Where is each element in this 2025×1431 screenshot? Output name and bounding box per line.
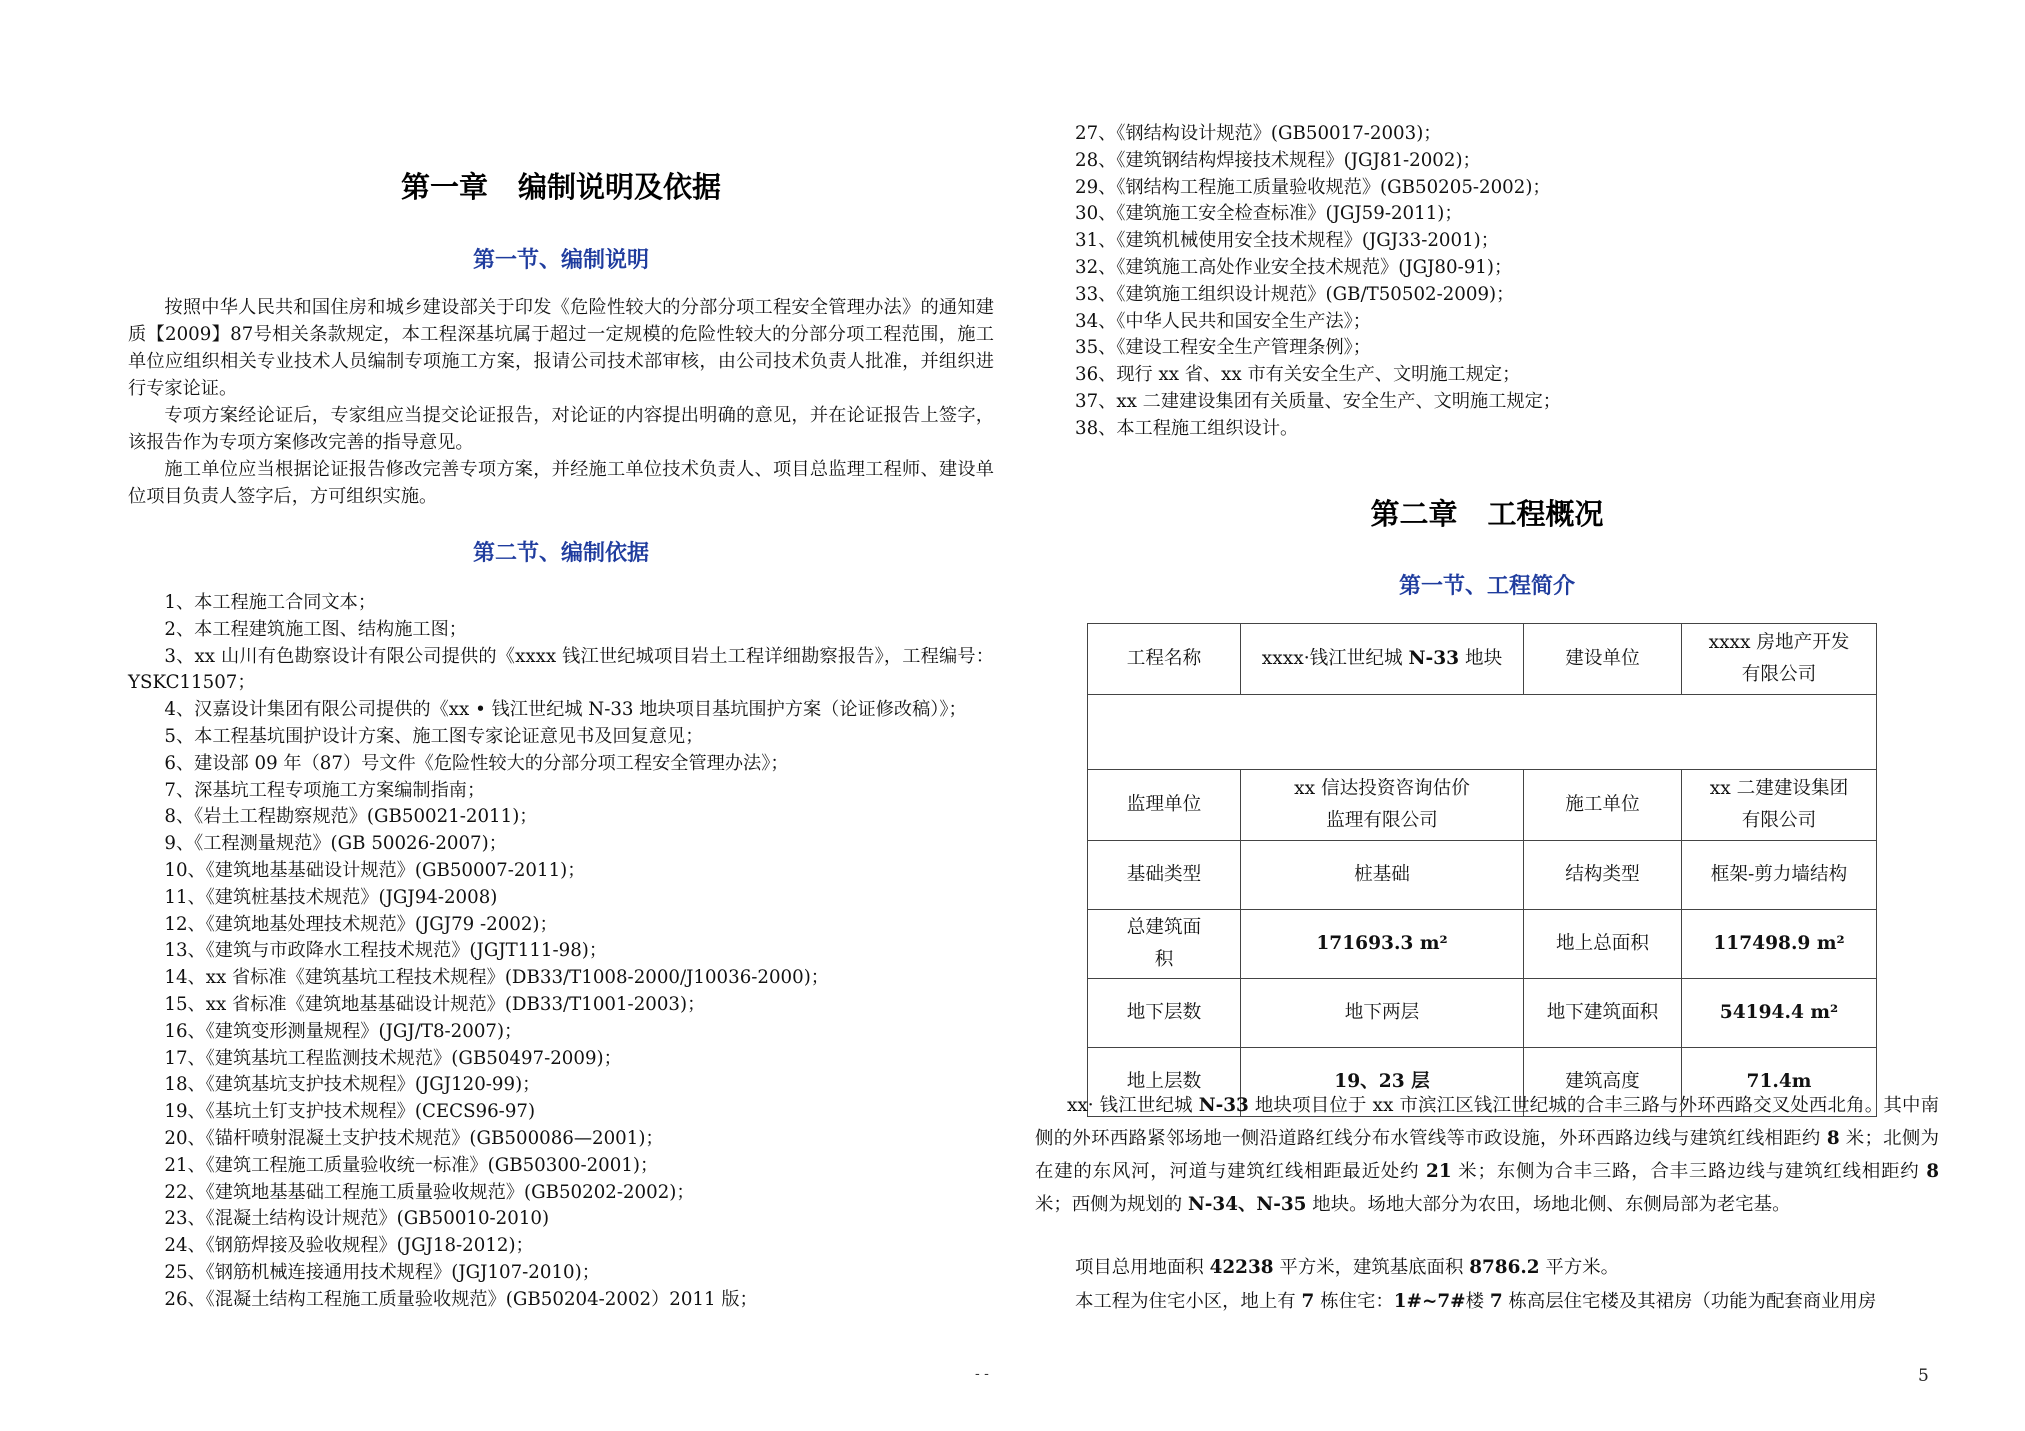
value-foundation-type: 桩基础 <box>1241 841 1524 910</box>
value-supervisor: xx 信达投资咨询估价 监理有限公司 <box>1241 770 1524 841</box>
basis-list-item: 22、《建筑地基基础工程施工质量验收规范》(GB50202-2002)； <box>164 1181 695 1203</box>
table-row <box>1088 979 1877 1048</box>
residential-paragraph: 本工程为住宅小区，地上有 7 栋住宅：1#~7#楼 7 栋高层住宅楼及其裙房（功能为配套商业用房 <box>1075 1291 1877 1312</box>
table-row-empty <box>1088 695 1877 770</box>
basis-list-item: 4、汉嘉设计集团有限公司提供的《xx • 钱江世纪城 N-33 地块项目基坑围护方案（论证修改稿）》； <box>164 699 967 721</box>
basis-list-item: 14、xx 省标准《建筑基坑工程技术规程》(DB33/T1008-2000/J10036-2000)； <box>164 967 829 989</box>
label-basement-area: 地下建筑面积 <box>1524 979 1682 1048</box>
label-project-name: 工程名称 <box>1088 624 1241 695</box>
basis-list-item: 27、《钢结构设计规范》(GB50017-2003)； <box>1075 123 1442 144</box>
basis-list <box>128 590 994 1314</box>
label-basement-floors: 地下层数 <box>1088 979 1241 1048</box>
value-basement-floors: 地下两层 <box>1241 979 1524 1048</box>
basis-list-item: 2、本工程建筑施工图、结构施工图； <box>164 618 467 640</box>
basis-list-item: 17、《建筑基坑工程监测技术规范》(GB50497-2009)； <box>164 1047 622 1069</box>
label-building-height: 建筑高度 <box>1524 1048 1682 1117</box>
value-developer: xxxx 房地产开发 有限公司 <box>1682 624 1877 695</box>
basis-list-item: 29、《钢结构工程施工质量验收规范》(GB50205-2002)； <box>1075 176 1551 198</box>
basis-list-item: 25、《钢筋机械连接通用技术规程》(JGJ107-2010)； <box>164 1261 600 1283</box>
basis-list-item: 13、《建筑与市政降水工程技术规范》(JGJT111-98)； <box>164 940 608 962</box>
section-compilation-basis: 第二节、编制依据 <box>472 541 649 566</box>
basis-list-item: 7、深基坑工程专项施工方案编制指南； <box>164 779 486 801</box>
empty-cell <box>1088 695 1877 770</box>
basis-list-item: 30、《建筑施工安全检查标准》(JGJ59-2011)； <box>1075 203 1463 225</box>
basis-list-item: 18、《建筑基坑支护技术规程》(JGJ120-99)； <box>164 1074 541 1096</box>
basis-list-item: 9、《工程测量规范》(GB 50026-2007)； <box>164 833 507 855</box>
value-building-height: 71.4m <box>1682 1048 1877 1117</box>
label-foundation-type: 基础类型 <box>1088 841 1241 910</box>
basis-list-item: 15、xx 省标准《建筑地基基础设计规范》(DB33/T1001-2003)； <box>164 993 706 1015</box>
paragraph-2: 专项方案经论证后，专家组应当提交论证报告，对论证的内容提出明确的意见，并在论证报告上签字，该报告作为专项方案修改完善的指导意见。 <box>128 405 994 453</box>
paragraph-3: 施工单位应当根据论证报告修改完善专项方案，并经施工单位技术负责人、项目总监理工程师、建设单位项目负责人签字后，方可组织实施。 <box>128 459 994 507</box>
basis-list-item: 10、《建筑地基基础设计规范》(GB50007-2011)； <box>164 859 586 881</box>
basis-list-item: 20、《锚杆喷射混凝土支护技术规范》(GB500086—2001)； <box>164 1127 664 1149</box>
basis-list-item: 31、《建筑机械使用安全技术规程》(JGJ33-2001)； <box>1075 230 1499 252</box>
value-basement-area: 54194.4 m² <box>1682 979 1877 1048</box>
basis-list-item: 8、《岩土工程勘察规范》(GB50021-2011)； <box>164 806 538 828</box>
basis-list-item: 28、《建筑钢结构焊接技术规程》(JGJ81-2002)； <box>1075 149 1481 171</box>
basis-list-item: 38、本工程施工组织设计。 <box>1075 417 1299 439</box>
section-project-intro: 第一节、工程简介 <box>1398 574 1575 599</box>
basis-list-item: 24、《钢筋焊接及验收规程》(JGJ18-2012)； <box>164 1235 534 1257</box>
chapter-one-number: 第一章 <box>400 170 488 204</box>
value-above-ground-area: 117498.9 m² <box>1682 910 1877 979</box>
table-row <box>1088 910 1877 979</box>
basis-list-item: 37、xx 二建建设集团有关质量、安全生产、文明施工规定； <box>1075 390 1561 412</box>
basis-list-item: 34、《中华人民共和国安全生产法》； <box>1075 310 1371 332</box>
table-row <box>1088 624 1877 695</box>
label-above-ground-floors: 地上层数 <box>1088 1048 1241 1117</box>
label-above-ground-area: 地上总面积 <box>1524 910 1682 979</box>
basis-list-item: 21、《建筑工程施工质量验收统一标准》(GB50300-2001)； <box>164 1154 659 1176</box>
basis-list-item: 16、《建筑变形测量规程》(JGJ/T8-2007)； <box>164 1020 523 1042</box>
basis-list-item: 11、《建筑桩基技术规范》(JGJ94-2008) <box>164 886 498 908</box>
basis-list-item: 19、《基坑土钉支护技术规程》(CECS96-97) <box>164 1101 536 1123</box>
value-above-ground-floors: 19、23 层 <box>1241 1048 1524 1117</box>
section-compilation-notes: 第一节、编制说明 <box>472 248 649 273</box>
label-total-area: 总建筑面 积 <box>1088 910 1241 979</box>
page-number: 5 <box>1918 1366 1929 1386</box>
chapter-two-title: 工程概况 <box>1487 497 1604 531</box>
footer-marker: - - <box>975 1366 989 1382</box>
basis-list-item: 26、《混凝土结构工程施工质量验收规范》(GB50204-2002）2011 版； <box>164 1288 758 1310</box>
chapter-one-title: 编制说明及依据 <box>518 170 722 204</box>
value-total-area: 171693.3 m² <box>1241 910 1524 979</box>
table-row <box>1088 841 1877 910</box>
value-contractor: xx 二建建设集团 有限公司 <box>1682 770 1877 841</box>
basis-list-item: 3、xx 山川有色勘察设计有限公司提供的《xxxx 钱江世纪城项目岩土工程详细勘察报告》，工程编号：YSKC11507； <box>128 645 994 694</box>
value-project-name: xxxx·钱江世纪城 N-33 地块 <box>1241 624 1524 695</box>
value-structure-type: 框架-剪力墙结构 <box>1682 841 1877 910</box>
label-supervisor: 监理单位 <box>1088 770 1241 841</box>
label-developer: 建设单位 <box>1524 624 1682 695</box>
label-contractor: 施工单位 <box>1524 770 1682 841</box>
chapter-two-heading <box>1035 492 1939 533</box>
chapter-two-number: 第二章 <box>1370 497 1458 531</box>
basis-list-item: 23、《混凝土结构设计规范》(GB50010-2010) <box>164 1208 550 1230</box>
land-area-paragraph: 项目总用地面积 42238 平方米，建筑基底面积 8786.2 平方米。 <box>1075 1257 1619 1278</box>
basis-list-item: 35、《建设工程安全生产管理条例》； <box>1075 337 1371 359</box>
project-info-table <box>1087 623 1877 1117</box>
basis-list-item: 1、本工程施工合同文本； <box>164 592 377 613</box>
project-location-paragraph: xx· 钱江世纪城 N-33 地块项目位于 xx 市滨江区钱江世纪城的合丰三路与外环西路交叉处西北角。其中南侧的外环西路紧邻场地一侧沿道路红线分布水管线等市政设施，外环西路边线与建筑红线相距约 8 米；北侧为在建的东风河，河道与建筑红线相距最近处约 21 米；东侧为合丰三路，合丰三路边线与建筑红线相距约 8 米；西侧为规划的 N-34、N-35 地块。场地大部分为农田，场地北侧、东侧局部为老宅基。 <box>1035 1095 1939 1215</box>
basis-list-item: 6、建设部 09 年（87）号文件《危险性较大的分部分项工程安全管理办法》； <box>164 752 789 774</box>
chapter-one-heading <box>128 165 994 206</box>
basis-list-item: 5、本工程基坑围护设计方案、施工图专家论证意见书及回复意见； <box>164 725 704 747</box>
paragraph-1: 按照中华人民共和国住房和城乡建设部关于印发《危险性较大的分部分项工程安全管理办法》的通知建质【2009】87号相关条款规定，本工程深基坑属于超过一定规模的危险性较大的分部分项工程范围，施工单位应组织相关专业技术人员编制专项施工方案，报请公司技术部审核，由公司技术负责人批准，并组织进行专家论证。 <box>128 297 994 399</box>
basis-list-item: 36、现行 xx 省、xx 市有关安全生产、文明施工规定； <box>1075 364 1521 386</box>
basis-list-item: 32、《建筑施工高处作业安全技术规范》(JGJ80-91)； <box>1075 256 1513 278</box>
label-structure-type: 结构类型 <box>1524 841 1682 910</box>
basis-list-item: 33、《建筑施工组织设计规范》(GB/T50502-2009)； <box>1075 283 1515 305</box>
basis-list-continued <box>1035 121 1939 443</box>
table-row <box>1088 770 1877 841</box>
basis-list-item: 12、《建筑地基处理技术规范》(JGJ79 -2002)； <box>164 913 558 935</box>
